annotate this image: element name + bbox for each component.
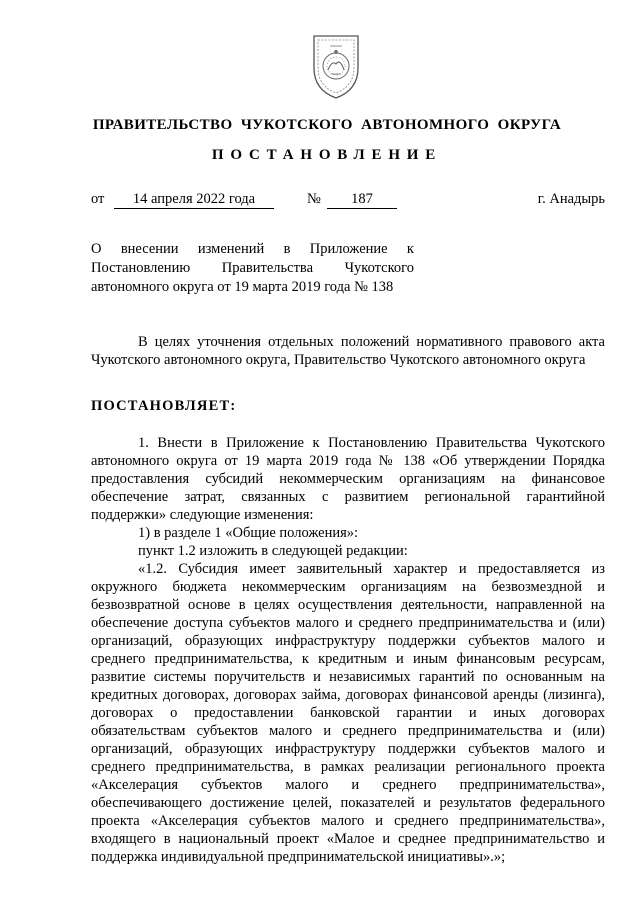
subitem-2-paragraph: пункт 1.2 изложить в следующей редакции: [138,543,408,559]
document-meta [91,191,605,211]
quoted-clause-paragraph: «1.2. Субсидия имеет заявительный характер и предоставляется из окружного бюджета некоммерческим организациям на безвозмездной и безвозвратной основе в целях осуществления деятельности, направленной на обеспечение доступа субъектов малого и среднего предпринимательства и (или) организаций, образующих инфраструктуру поддержки субъектов малого и среднего предпринимательства, к кредитным и иным финансовым ресурсам, развитие системы поручительств и независимых гарантий по основанным на кредитных договорах, договорах займа, договорах финансовой аренды (лизинга), договорах о предоставлении банковской гарантии и иных договорах обязательствам субъектов малого и среднего предпринимательства и (или) организаций, образующих инфраструктуру поддержки субъектов малого и среднего предпринимательства, в рамках реализации регионального проекта «Акселерация субъектов малого и среднего предпринимательства», обеспечивающего достижение целей, показателей и результатов федерального проекта «Акселерация субъектов малого и среднего предпринимательства», входящего в национальный проект «Малое и среднее предпринимательство и поддержка индивидуальной предпринимательской инициативы».»; [91,561,605,865]
document-date: 14 апреля 2022 года [114,191,274,209]
subitem-1-paragraph: 1) в разделе 1 «Общие положения»: [138,525,359,541]
subject-line: Постановлению Правительства Чукотского [91,260,414,276]
city: г. Анадырь [537,191,605,207]
date-prefix: от [91,191,105,207]
number-label: № [307,191,321,207]
subject-line: О внесении изменений в Приложение к [91,241,414,257]
document-body [91,333,605,866]
preamble-paragraph: В целях уточнения отдельных положений нормативного правового акта Чукотского автономного округа, Правительство Чукотского автономного округа [91,334,605,368]
item-1-paragraph: 1. Внести в Приложение к Постановлению Правительства Чукотского автономного округа от 19 марта 2019 года № 138 «Об утверждении Порядка предоставления субсидий некоммерческим организациям на финансовое обеспечение затрат, связанных с развитием региональной гарантийной поддержки» следующие изменения: [91,435,605,523]
subject-line: автономного округа от 19 марта 2019 года № 138 [91,279,394,295]
chukotka-coat-of-arms-icon [304,30,368,102]
ruling-heading: ПОСТАНОВЛЯЕТ: [91,398,237,414]
document-subject [91,240,414,297]
government-title: ПРАВИТЕЛЬСТВО ЧУКОТСКОГО АВТОНОМНОГО ОКРУГА [92,117,562,133]
document-type-title: ПОСТАНОВЛЕНИЕ [211,147,443,163]
document-number: 187 [327,191,397,209]
